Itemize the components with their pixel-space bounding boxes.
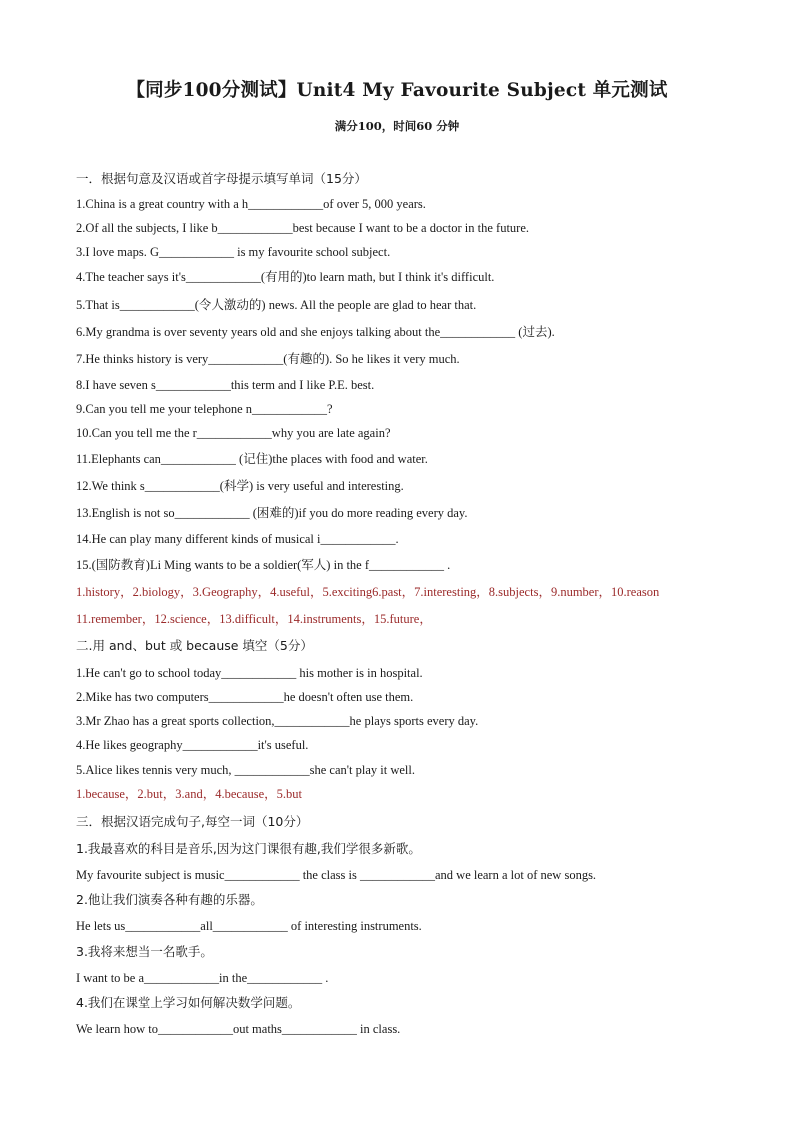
answer-key: 1.history，2.biology，3.Geography，4.useful，5.exciting6.past，7.interesting，8.subjects，9.number，10.reason	[76, 585, 660, 599]
question-item: 14.He can play many different kinds of musical i____________.	[76, 532, 399, 546]
chinese-prompt: 1.我最喜欢的科目是音乐,因为这门课很有趣,我们学很多新歌。	[76, 841, 421, 856]
answer-key: 11.remember，12.science，13.difficult，14.instruments，15.future，	[76, 612, 432, 626]
section2-heading: 二.用 and、but 或 because 填空（5分）	[76, 638, 313, 653]
chinese-prompt: 2.他让我们演奏各种有趣的乐器。	[76, 892, 263, 907]
question-item: 1.He can't go to school today____________ his mother is in hospital.	[76, 666, 423, 680]
page-subtitle: 满分100，时间60 分钟	[334, 119, 460, 133]
question-item: I want to be a____________in the____________ .	[76, 971, 329, 985]
question-item: 8.I have seven s____________this term and I like P.E. best.	[76, 378, 375, 392]
question-item: 3.I love maps. G____________ is my favourite school subject.	[76, 245, 391, 259]
question-item: My favourite subject is music____________ the class is ____________and we learn a lot of new songs.	[76, 868, 597, 882]
question-item: 5.Alice likes tennis very much, ____________she can't play it well.	[76, 763, 415, 777]
answer-key: 1.because，2.but，3.and，4.because，5.but	[76, 787, 302, 801]
section3-heading: 三．根据汉语完成句子,每空一词（10分）	[76, 814, 309, 829]
question-item: 3.Mr Zhao has a great sports collection,____________he plays sports every day.	[76, 714, 479, 728]
question-item: He lets us____________all____________ of interesting instruments.	[76, 919, 422, 933]
question-item: 1.China is a great country with a h____________of over 5, 000 years.	[76, 197, 426, 211]
question-item: 7.He thinks history is very____________(有趣的). So he likes it very much.	[76, 352, 460, 366]
question-item: 10.Can you tell me the r____________why you are late again?	[76, 426, 391, 440]
question-item: 9.Can you tell me your telephone n____________?	[76, 402, 333, 416]
question-item: 4.The teacher says it's____________(有用的)to learn math, but I think it's difficult.	[76, 270, 495, 284]
page-title: 【同步100分测试】Unit4 My Favourite Subject 单元测试	[126, 80, 668, 101]
question-item: 2.Mike has two computers____________he doesn't often use them.	[76, 690, 414, 704]
question-item: 6.My grandma is over seventy years old and she enjoys talking about the____________ (过去).	[76, 325, 555, 339]
question-item: 13.English is not so____________ (困难的)if you do more reading every day.	[76, 506, 468, 520]
question-item: 4.He likes geography____________it's useful.	[76, 738, 309, 752]
chinese-prompt: 3.我将来想当一名歌手。	[76, 944, 213, 959]
question-item: 5.That is____________(令人激动的) news. All the people are glad to hear that.	[76, 298, 477, 312]
question-item: 12.We think s____________(科学) is very useful and interesting.	[76, 479, 404, 493]
question-item: 2.Of all the subjects, I like b____________best because I want to be a doctor in the future.	[76, 221, 530, 235]
question-item: We learn how to____________out maths____________ in class.	[76, 1022, 401, 1036]
chinese-prompt: 4.我们在课堂上学习如何解决数学问题。	[76, 995, 301, 1010]
section1-heading: 一．根据句意及汉语或首字母提示填写单词（15分）	[76, 171, 367, 186]
question-item: 11.Elephants can____________ (记住)the places with food and water.	[76, 452, 428, 466]
question-item: 15.(国防教育)Li Ming wants to be a soldier(军人) in the f____________ .	[76, 558, 451, 572]
